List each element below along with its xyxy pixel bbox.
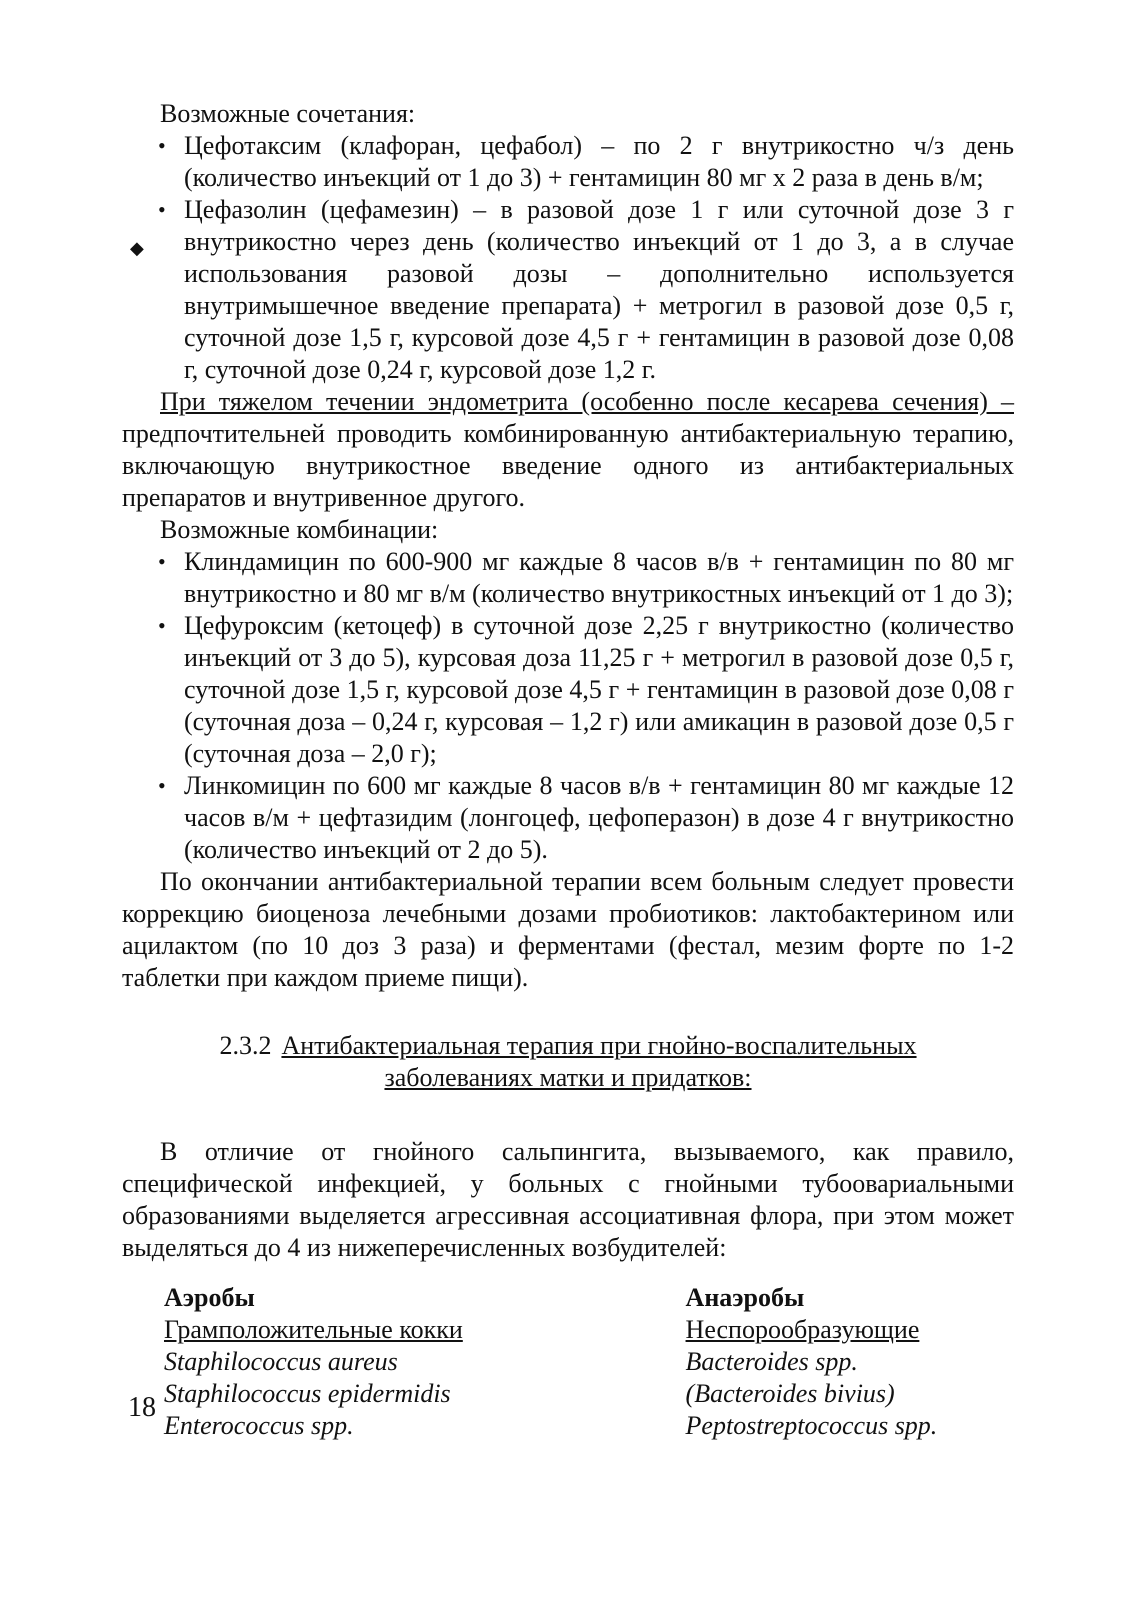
section-title-line2: заболеваниях матки и придатков:	[384, 1063, 752, 1092]
list-item: • Цефотаксим (клафоран, цефабол) – по 2 г внутрикостно ч/з день (количество инъекций от 1 до 3) + гентамицин 80 мг х 2 раза в день в/м;	[184, 130, 1014, 194]
list-item: • Цефазолин (цефамезин) – в разовой дозе 1 г или суточной дозе 3 г внутрикостно через день (количество инъекций от 1 до 3, а в случае использования разовой дозы – дополнительно используется внутримышечное введение препарата) + метрогил в разовой дозе 0,5 г, суточной дозе 1,5 г, курсовой дозе 4,5 г + гентамицин в разовой дозе 0,08 г, суточной дозе 0,24 г, курсовой дозе 1,2 г.	[184, 194, 1014, 386]
after-therapy-paragraph: По окончании антибактериальной терапии всем больным следует провести коррекцию биоценоза лечебными дозами пробиотиков: лактобактерином или ацилактом (по 10 доз 3 раза) и ферментами (фестал, мезим форте по 1-2 таблетки при каждом приеме пищи).	[122, 867, 1014, 992]
aerobes-title: Аэробы	[164, 1283, 255, 1312]
list-item: • Клиндамицин по 600-900 мг каждые 8 часов в/в + гентамицин по 80 мг внутрикостно и 80 мг в/м (количество внутрикостных инъекций от 1 до 3);	[184, 546, 1014, 610]
anaerobes-column	[686, 1282, 1014, 1442]
scan-artifact: ◆	[130, 238, 144, 258]
list-item: Staphilococcus epidermidis	[164, 1379, 451, 1408]
combinations-intro: Возможные сочетания:	[160, 99, 416, 128]
section-heading	[122, 1030, 1014, 1094]
aerobes-subtitle: Грамположительные кокки	[164, 1315, 463, 1344]
combinations2-intro: Возможные комбинации:	[160, 515, 439, 544]
list-item: Enterococcus spp.	[164, 1411, 354, 1440]
page-number: 18	[128, 1392, 156, 1423]
list-item: • Цефуроксим (кетоцеф) в суточной дозе 2,25 г внутрикостно (количество инъекций от 3 до 5), курсовая доза 11,25 г + метрогил в разовой дозе 0,5 г, суточной дозе 1,5 г, курсовой дозе 4,5 г + гентамицин в разовой дозе 0,08 г (суточная доза – 0,24 г, курсовая – 1,2 г) или амикацин в разовой дозе 0,5 г (суточная доза – 2,0 г);	[184, 610, 1014, 770]
section-title-line1: Антибактериальная терапия при гнойно-воспалительных	[281, 1031, 917, 1060]
purulent-paragraph: В отличие от гнойного сальпингита, вызываемого, как правило, специфической инфекцией, у больных с гнойными тубоовариальными образованиями выделяется агрессивная ассоциативная флора, при этом может выделяться до 4 из нижеперечисленных возбудителей:	[122, 1137, 1014, 1262]
severe-text: предпочтительней проводить комбинированную антибактериальную терапию, включающую внутрикостное введение одного из антибактериальных препаратов и внутривенное другого.	[122, 419, 1014, 512]
page-content	[122, 98, 1014, 1442]
list-item: (Bacteroides bivius)	[685, 1379, 895, 1408]
list-item: Bacteroides spp.	[685, 1347, 858, 1376]
pathogen-columns	[122, 1282, 1014, 1442]
section-number: 2.3.2	[219, 1031, 272, 1060]
list-item: Peptostreptococcus spp.	[685, 1411, 938, 1440]
severe-paragraph	[122, 386, 1014, 514]
combinations-list	[122, 130, 1014, 386]
severe-underlined: При тяжелом течении эндометрита (особенно после кесарева сечения) –	[160, 387, 1014, 416]
aerobes-column	[164, 1282, 686, 1442]
combinations2-list	[122, 546, 1014, 866]
anaerobes-title: Анаэробы	[685, 1283, 805, 1312]
list-item: Staphilococcus aureus	[164, 1347, 398, 1376]
list-item: • Линкомицин по 600 мг каждые 8 часов в/в + гентамицин 80 мг каждые 12 часов в/м + цефтазидим (лонгоцеф, цефоперазон) в дозе 4 г внутрикостно (количество инъекций от 2 до 5).	[184, 770, 1014, 866]
anaerobes-subtitle: Неспорообразующие	[685, 1315, 920, 1344]
